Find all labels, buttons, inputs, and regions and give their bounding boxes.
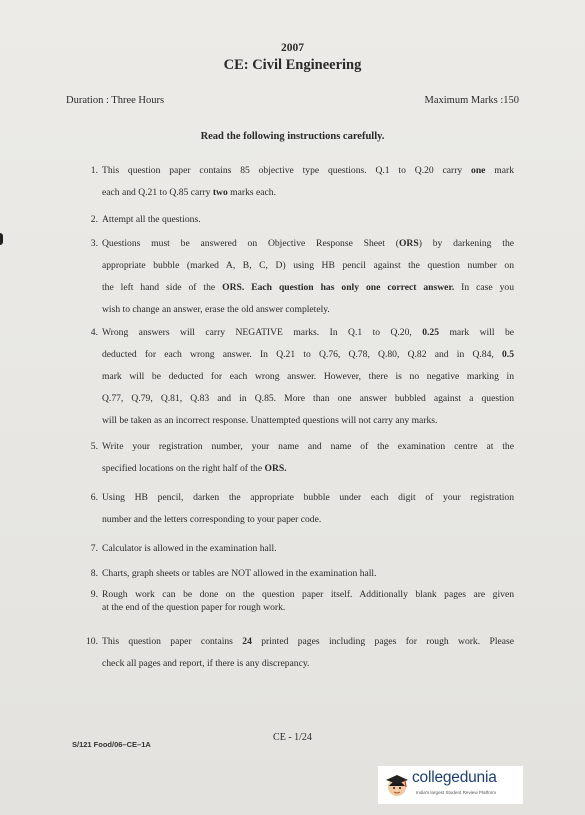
instruction-text <box>102 436 514 480</box>
bold-text: ORS. <box>222 282 245 293</box>
text-segment: Wrong answers will carry NEGATIVE marks. In Q.1 to Q.20, <box>102 327 423 338</box>
instruction-number: 7. <box>90 543 98 554</box>
graduation-cap-icon <box>384 772 410 798</box>
text-segment: mark will be deducted for each wrong answer. However, there is no negative marking in <box>102 371 514 382</box>
text-segment: each and Q.21 to Q.85 carry <box>102 187 213 198</box>
instruction-line <box>102 182 514 204</box>
instruction-number: 10. <box>86 636 98 647</box>
instruction-line <box>102 233 514 255</box>
text-segment: Write your registration number, your name and name of the examination centre at the <box>102 441 514 452</box>
bold-text: two <box>212 187 228 198</box>
instruction-line <box>102 588 514 601</box>
instruction-number: 5. <box>90 441 98 452</box>
text-segment: Questions must be answered on Objective Response Sheet ( <box>102 238 399 249</box>
instruction-line <box>102 388 514 410</box>
text-segment: deducted for each wrong answer. In Q.21 to Q.76, Q.78, Q.80, Q.82 and in Q.84, <box>102 349 502 360</box>
bold-text: 0.25 <box>422 327 440 338</box>
text-segment: the left hand side of the <box>102 282 223 293</box>
text-segment: wish to change an answer, erase the old answer completely. <box>102 304 330 315</box>
instruction-text <box>102 631 514 675</box>
bold-text: ORS <box>398 238 419 249</box>
instruction-text <box>102 538 514 560</box>
text-segment: In case you <box>454 282 514 293</box>
bold-text: ORS. <box>264 463 287 474</box>
text-segment: check all pages and report, if there is any discrepancy. <box>102 658 310 669</box>
text-segment: ) by darkening the <box>418 238 514 249</box>
instruction-line <box>102 366 514 388</box>
instruction-line <box>102 601 514 614</box>
instruction-text <box>102 209 514 231</box>
text-segment: appropriate bubble (marked A, B, C, D) using HB pencil against the question number on <box>102 260 514 271</box>
exam-year: 2007 <box>281 42 304 54</box>
text-segment: This question paper contains 85 objective type questions. Q.1 to Q.20 carry <box>102 165 472 176</box>
bold-text: 0.5 <box>502 349 514 360</box>
bold-text: one <box>471 165 486 176</box>
instruction-number: 8. <box>90 568 98 579</box>
text-segment: marks each. <box>227 187 276 198</box>
text-segment: at the end of the question paper for rough work. <box>102 602 286 613</box>
watermark-tagline: India's largest Student Review Platform <box>416 790 497 795</box>
instructions-heading: Read the following instructions carefully. <box>200 131 385 142</box>
instruction-text <box>102 322 514 432</box>
instruction-text <box>102 160 514 204</box>
instruction-text <box>102 588 514 614</box>
instruction-line <box>102 160 514 182</box>
instruction-line <box>102 410 514 432</box>
text-segment: printed pages including pages for rough work. Please <box>251 636 514 647</box>
instruction-line <box>102 322 514 344</box>
instruction-line <box>102 255 514 277</box>
paper-title: CE: Civil Engineering <box>223 57 362 73</box>
text-segment: This question paper contains <box>102 636 243 647</box>
instruction-line <box>102 487 514 509</box>
instruction-text <box>102 233 514 321</box>
text-segment: specified locations on the right half of the <box>102 463 265 474</box>
instruction-number: 4. <box>90 327 98 338</box>
instruction-number: 3. <box>90 238 98 249</box>
instruction-number: 1. <box>90 165 98 176</box>
instruction-text <box>102 487 514 531</box>
text-segment: Charts, graph sheets or tables are NOT allowed in the examination hall. <box>102 568 377 579</box>
instruction-line <box>102 344 514 366</box>
instruction-line <box>102 538 514 560</box>
instruction-line <box>102 436 514 458</box>
instruction-line <box>102 509 514 531</box>
bold-text: 24 <box>242 636 252 647</box>
duration-label: Duration : Three Hours <box>66 95 165 106</box>
text-segment: Using HB pencil, darken the appropriate bubble under each digit of your registration <box>102 492 514 503</box>
instruction-number: 6. <box>90 492 98 503</box>
text-segment: mark will be <box>439 327 515 338</box>
instruction-line <box>102 631 514 653</box>
maximum-marks-label: Maximum Marks :150 <box>424 95 519 106</box>
text-segment: Rough work can be done on the question paper itself. Additionally blank pages are given <box>102 589 514 600</box>
text-segment: will be taken as an incorrect response. Unattempted questions will not carry any marks. <box>102 415 438 426</box>
instruction-line <box>102 653 514 675</box>
instruction-line <box>102 277 514 299</box>
instruction-number: 2. <box>90 214 98 225</box>
edge-binding-mark <box>0 233 3 245</box>
text-segment: mark <box>485 165 514 176</box>
instruction-text <box>102 563 514 585</box>
watermark-brand: collegedunia <box>412 769 497 786</box>
paper-code: S/121 Food/06–CE–1A <box>72 740 151 749</box>
instruction-line <box>102 299 514 321</box>
instruction-number: 9. <box>90 589 98 600</box>
text-segment: Q.77, Q.79, Q.81, Q.83 and in Q.85. More than one answer bubbled against a question <box>102 393 514 404</box>
instruction-line <box>102 563 514 585</box>
text-segment: number and the letters corresponding to your paper code. <box>102 514 322 525</box>
text-segment: Attempt all the questions. <box>102 214 201 225</box>
page-number: CE - 1/24 <box>273 732 312 743</box>
instruction-line <box>102 209 514 231</box>
bold-text: Each question has only one correct answer. <box>251 282 455 293</box>
collegedunia-watermark <box>378 766 523 804</box>
text-segment: Calculator is allowed in the examination hall. <box>102 543 277 554</box>
instruction-line <box>102 458 514 480</box>
